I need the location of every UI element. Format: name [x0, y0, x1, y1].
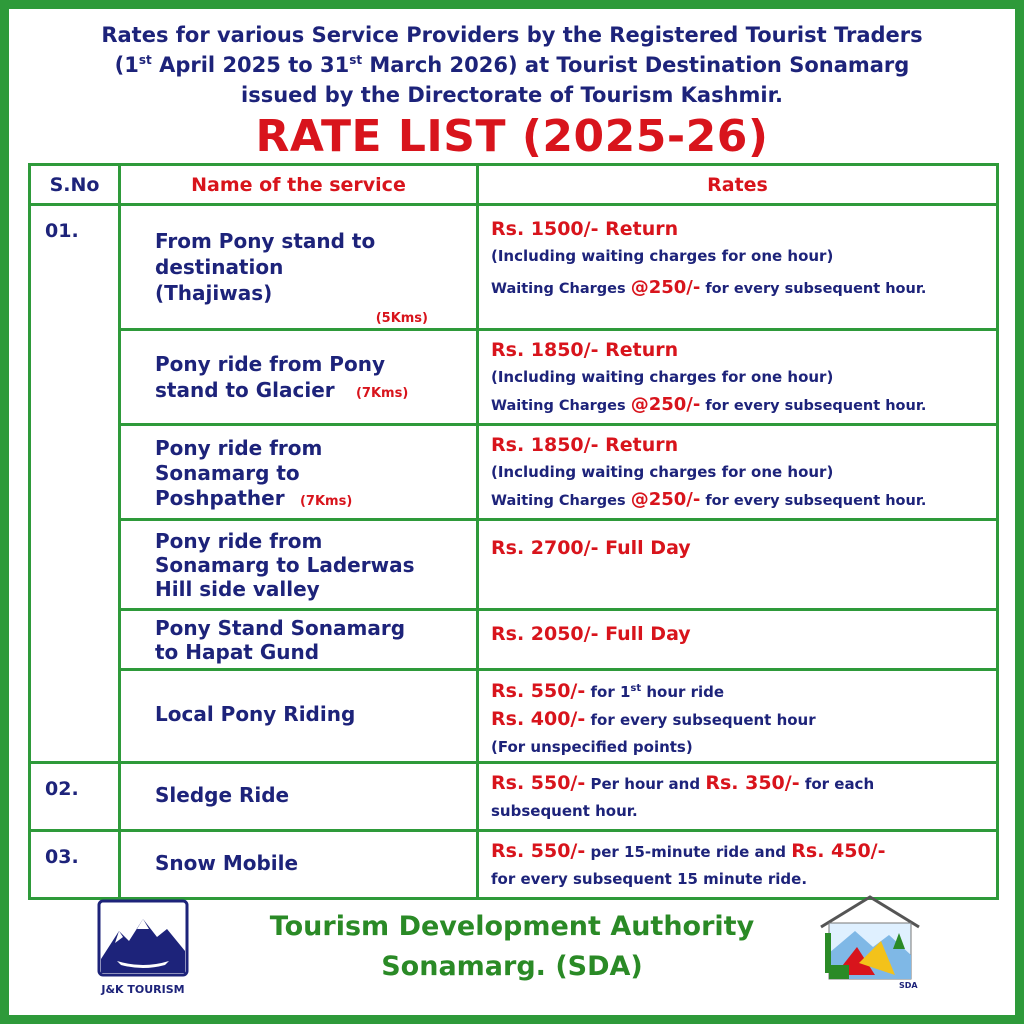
table-row [30, 330, 998, 425]
table-row [30, 205, 998, 330]
sda-logo [815, 893, 925, 989]
distance-label: (7Kms) [299, 494, 353, 509]
distance-label: (5Kms) [375, 311, 428, 326]
table-header-row [30, 165, 998, 205]
sda-caption: SDA [899, 981, 918, 990]
page-title: RATE LIST (2025-26) [255, 111, 769, 162]
rate-cell: Rs. 2700/- Full Day [478, 520, 998, 610]
rate-table [28, 163, 999, 900]
sno-cell: 01. [30, 205, 120, 763]
header-line-3: issued by the Directorate of Tourism Kashmir. [241, 83, 783, 107]
sno-cell: 02. [30, 763, 120, 831]
table-row [30, 831, 998, 899]
service-name: Pony ride from Pony stand to Glacier (7Kms) [120, 330, 478, 425]
service-name: Snow Mobile [120, 831, 478, 899]
service-name: Local Pony Riding [120, 670, 478, 763]
jk-tourism-caption: J&K TOURISM [101, 983, 185, 996]
service-name: Pony ride from Sonamarg to Laderwas Hill side valley [120, 520, 478, 610]
sno-cell: 03. [30, 831, 120, 899]
rate-cell: Rs. 550/- Per hour and Rs. 350/- for each subsequent hour. [478, 763, 998, 831]
header-name: Name of the service [120, 165, 478, 205]
distance-label: (7Kms) [355, 386, 409, 401]
service-name: Pony ride from Sonamarg to Poshpather (7Kms) [120, 425, 478, 520]
header-rates: Rates [478, 165, 998, 205]
header-line-1: Rates for various Service Providers by the Registered Tourist Traders [101, 23, 923, 47]
page-frame [9, 9, 1015, 1015]
rate-cell: Rs. 550/- for 1st hour ride Rs. 400/- for every subsequent hour (For unspecified points) [478, 670, 998, 763]
service-name: Sledge Ride [120, 763, 478, 831]
table-row [30, 763, 998, 831]
rate-cell: Rs. 1500/- Return (Including waiting charges for one hour) Waiting Charges @250/- for every subsequent hour. [478, 205, 998, 330]
footer-line-1: Tourism Development Authority [269, 911, 755, 942]
header-line-2: (1st April 2025 to 31st March 2026) at Tourist Destination Sonamarg [114, 53, 910, 77]
rate-cell: Rs. 2050/- Full Day [478, 610, 998, 670]
rate-cell: Rs. 1850/- Return (Including waiting charges for one hour) Waiting Charges @250/- for every subsequent hour. [478, 425, 998, 520]
table-row [30, 520, 998, 610]
table-row [30, 610, 998, 670]
sda-house-icon [815, 893, 925, 983]
rate-cell: Rs. 1850/- Return (Including waiting charges for one hour) Waiting Charges @250/- for every subsequent hour. [478, 330, 998, 425]
table-row [30, 670, 998, 763]
table-row [30, 425, 998, 520]
footer-line-2: Sonamarg. (SDA) [381, 951, 643, 982]
rate-cell: Rs. 550/- per 15-minute ride and Rs. 450/- for every subsequent 15 minute ride. [478, 831, 998, 899]
service-name: Pony Stand Sonamarg to Hapat Gund [120, 610, 478, 670]
header-sno: S.No [30, 165, 120, 205]
service-name: From Pony stand to destination (Thajiwas) (5Kms) [120, 205, 478, 330]
